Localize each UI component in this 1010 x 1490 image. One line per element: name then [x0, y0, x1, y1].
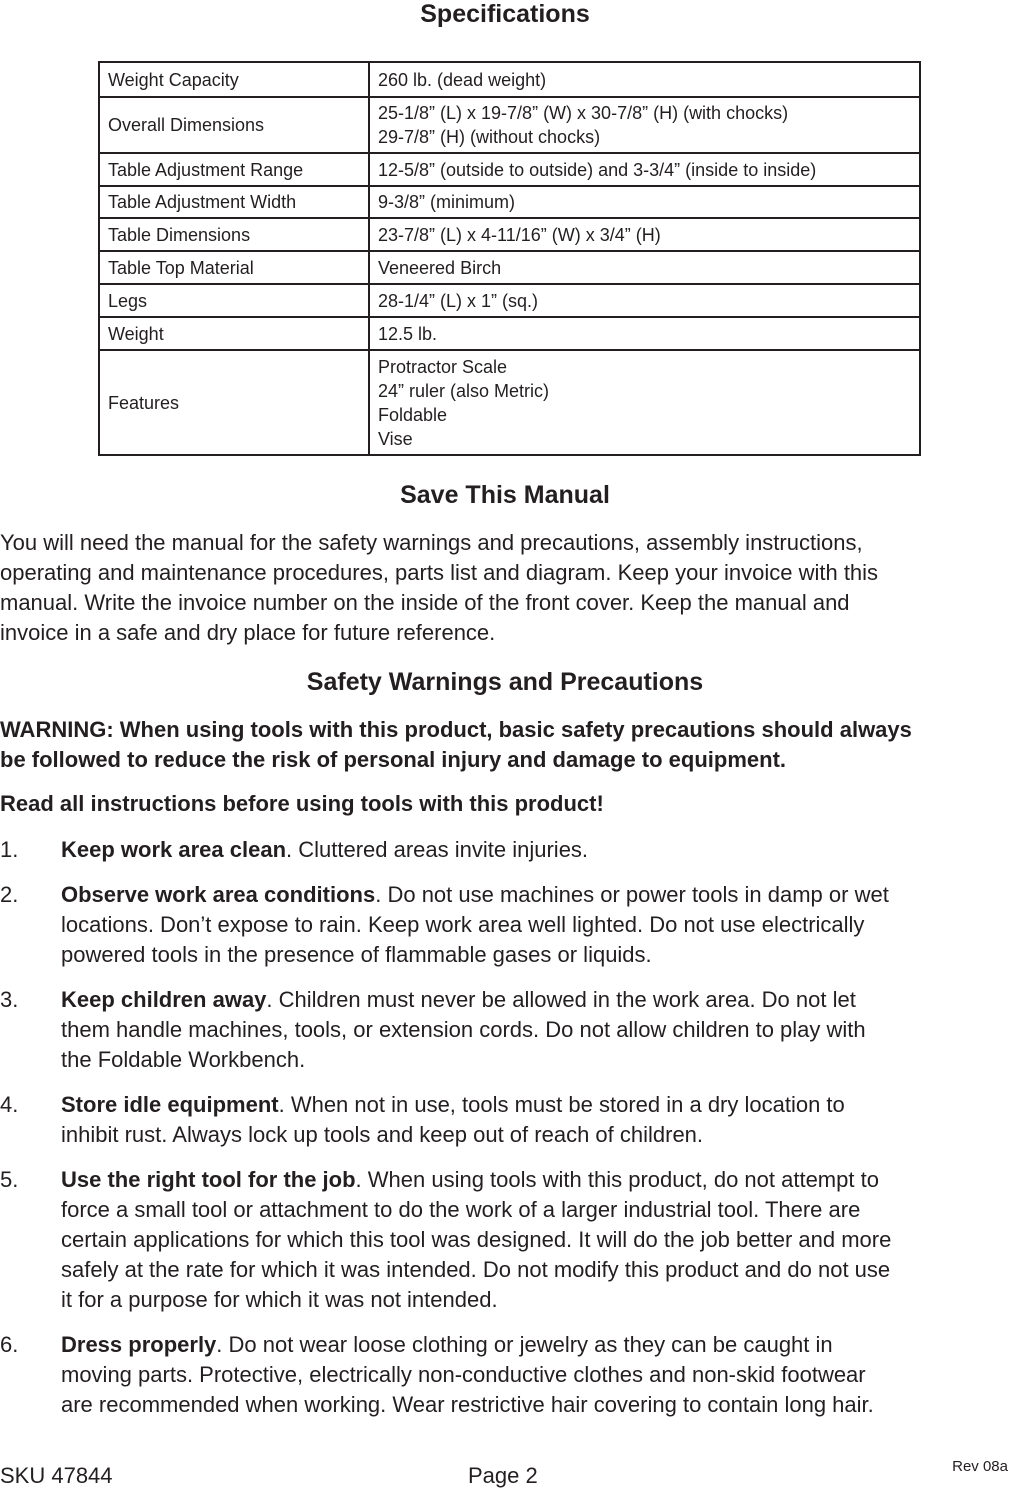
item-number: 6.: [0, 1332, 19, 1357]
item-line: [61, 1165, 891, 1195]
item-title: Dress properly: [61, 1332, 217, 1357]
item-line-text: the Foldable Workbench.: [61, 1047, 306, 1072]
warning-line: WARNING: When using tools with this product, basic safety precautions should always: [0, 717, 912, 742]
spec-label: Table Adjustment Width: [99, 186, 369, 218]
item-line: [61, 1015, 866, 1045]
spec-row: [99, 350, 920, 455]
spec-label: Weight: [99, 317, 369, 350]
item-number: 3.: [0, 987, 19, 1012]
item-line: [61, 880, 889, 910]
spec-value-line: 24” ruler (also Metric): [378, 380, 550, 401]
spec-row: [99, 186, 920, 218]
spec-row: [99, 317, 920, 350]
spec-value-line: Veneered Birch: [378, 257, 502, 278]
spec-value: [369, 153, 920, 186]
specifications-table: [98, 61, 921, 456]
item-line: [61, 985, 866, 1015]
item-line: [61, 1195, 891, 1225]
item-text: [61, 985, 866, 1075]
spec-value: [369, 97, 920, 153]
spec-value: [369, 251, 920, 284]
item-text: [61, 1330, 874, 1420]
item-number: 5.: [0, 1167, 19, 1192]
item-text: [61, 1090, 845, 1150]
spec-value-line: 23-7/8” (L) x 4-11/16” (W) x 3/4” (H): [378, 224, 661, 245]
warning-paragraph: [0, 715, 1010, 775]
spec-row: [99, 62, 920, 97]
spec-row: [99, 251, 920, 284]
item-title: Keep work area clean: [61, 837, 287, 862]
spec-label: Table Top Material: [99, 251, 369, 284]
spec-value-line: 9-3/8” (minimum): [378, 192, 516, 212]
item-line-text: . When not in use, tools must be stored in a dry location to: [278, 1092, 845, 1117]
spec-value-line: 25-1/8” (L) x 19-7/8” (W) x 30-7/8” (H) (with chocks): [378, 103, 789, 123]
spec-value-line: Vise: [378, 428, 413, 449]
item-line: [61, 1120, 845, 1150]
spec-value: [369, 218, 920, 251]
item-line-text: them handle machines, tools, or extension cords. Do not allow children to play with: [61, 1017, 866, 1042]
page-number: Page 2: [468, 1463, 538, 1488]
paragraph-line: operating and maintenance procedures, parts list and diagram. Keep your invoice with this: [0, 560, 879, 585]
spec-value-line: 260 lb. (dead weight): [378, 69, 547, 90]
save-manual-heading: Save This Manual: [400, 481, 610, 509]
item-title: Observe work area conditions: [61, 882, 376, 907]
item-line: [61, 1360, 874, 1390]
spec-value: [369, 186, 920, 218]
spec-value: [369, 284, 920, 317]
item-line-text: . Do not wear loose clothing or jewelry as they can be caught in: [216, 1332, 833, 1357]
item-line: [61, 1255, 891, 1285]
spec-label: Table Dimensions: [99, 218, 369, 251]
item-line-text: are recommended when working. Wear restrictive hair covering to contain long hair.: [61, 1392, 874, 1417]
revision-label: Rev 08a: [952, 1458, 1008, 1475]
item-line: [61, 835, 588, 865]
item-line: [61, 910, 889, 940]
spec-label: Weight Capacity: [99, 62, 369, 97]
spec-row: [99, 153, 920, 186]
paragraph-line: manual. Write the invoice number on the inside of the front cover. Keep the manual and: [0, 590, 850, 615]
specifications-heading: Specifications: [420, 0, 590, 28]
item-line: [61, 1390, 874, 1420]
save-manual-paragraph: [0, 528, 1010, 648]
item-line-text: locations. Don’t expose to rain. Keep work area well lighted. Do not use electrically: [61, 912, 865, 937]
item-line-text: inhibit rust. Always lock up tools and keep out of reach of children.: [61, 1122, 704, 1147]
item-text: [61, 1165, 891, 1315]
item-line-text: moving parts. Protective, electrically non-conductive clothes and non-skid footwear: [61, 1362, 866, 1387]
spec-label: Features: [99, 350, 369, 455]
spec-value-line: 12-5/8” (outside to outside) and 3-3/4” (inside to inside): [378, 159, 817, 180]
item-line-text: it for a purpose for which it was not intended.: [61, 1287, 498, 1312]
spec-value: [369, 350, 920, 455]
item-line-text: powered tools in the presence of flammable gases or liquids.: [61, 942, 652, 967]
item-line-text: safely at the rate for which it was intended. Do not modify this product and do not use: [61, 1257, 891, 1282]
paragraph-line: invoice in a safe and dry place for future reference.: [0, 620, 496, 645]
item-number: 4.: [0, 1092, 19, 1117]
item-line-text: . When using tools with this product, do not attempt to: [355, 1167, 879, 1192]
item-line: [61, 1090, 845, 1120]
safety-heading: Safety Warnings and Precautions: [306, 668, 704, 696]
warning-line: be followed to reduce the risk of personal injury and damage to equipment.: [0, 747, 787, 772]
read-all-notice: Read all instructions before using tools with this product!: [0, 791, 604, 816]
item-title: Use the right tool for the job: [61, 1167, 356, 1192]
spec-label: Table Adjustment Range: [99, 153, 369, 186]
spec-row: [99, 218, 920, 251]
item-text: [61, 835, 588, 865]
item-line: [61, 1045, 866, 1075]
item-line: [61, 1225, 891, 1255]
item-title: Keep children away: [61, 987, 267, 1012]
item-line: [61, 1330, 874, 1360]
sku-label: SKU 47844: [0, 1463, 113, 1488]
spec-row: [99, 97, 920, 153]
spec-value-line: 12.5 lb.: [378, 323, 438, 344]
paragraph-line: You will need the manual for the safety warnings and precautions, assembly instructions,: [0, 530, 863, 555]
item-line: [61, 940, 889, 970]
item-text: [61, 880, 889, 970]
spec-value: [369, 62, 920, 97]
spec-value-line: 28-1/4” (L) x 1” (sq.): [378, 290, 539, 311]
spec-value-line: Protractor Scale: [378, 356, 508, 377]
item-line: [61, 1285, 891, 1315]
item-line-text: certain applications for which this tool was designed. It will do the job better and more: [61, 1227, 892, 1252]
item-line-text: . Cluttered areas invite injuries.: [286, 837, 589, 862]
item-number: 1.: [0, 837, 19, 862]
spec-value-line: 29-7/8” (H) (without chocks): [378, 127, 601, 147]
item-title: Store idle equipment: [61, 1092, 279, 1117]
spec-value-line: Foldable: [378, 404, 448, 425]
item-line-text: force a small tool or attachment to do the work of a larger industrial tool. There are: [61, 1197, 861, 1222]
spec-label: Legs: [99, 284, 369, 317]
item-number: 2.: [0, 882, 19, 907]
spec-label: Overall Dimensions: [99, 97, 369, 153]
spec-value: [369, 317, 920, 350]
spec-row: [99, 284, 920, 317]
item-line-text: . Children must never be allowed in the work area. Do not let: [266, 987, 856, 1012]
item-line-text: . Do not use machines or power tools in damp or wet: [375, 882, 889, 907]
